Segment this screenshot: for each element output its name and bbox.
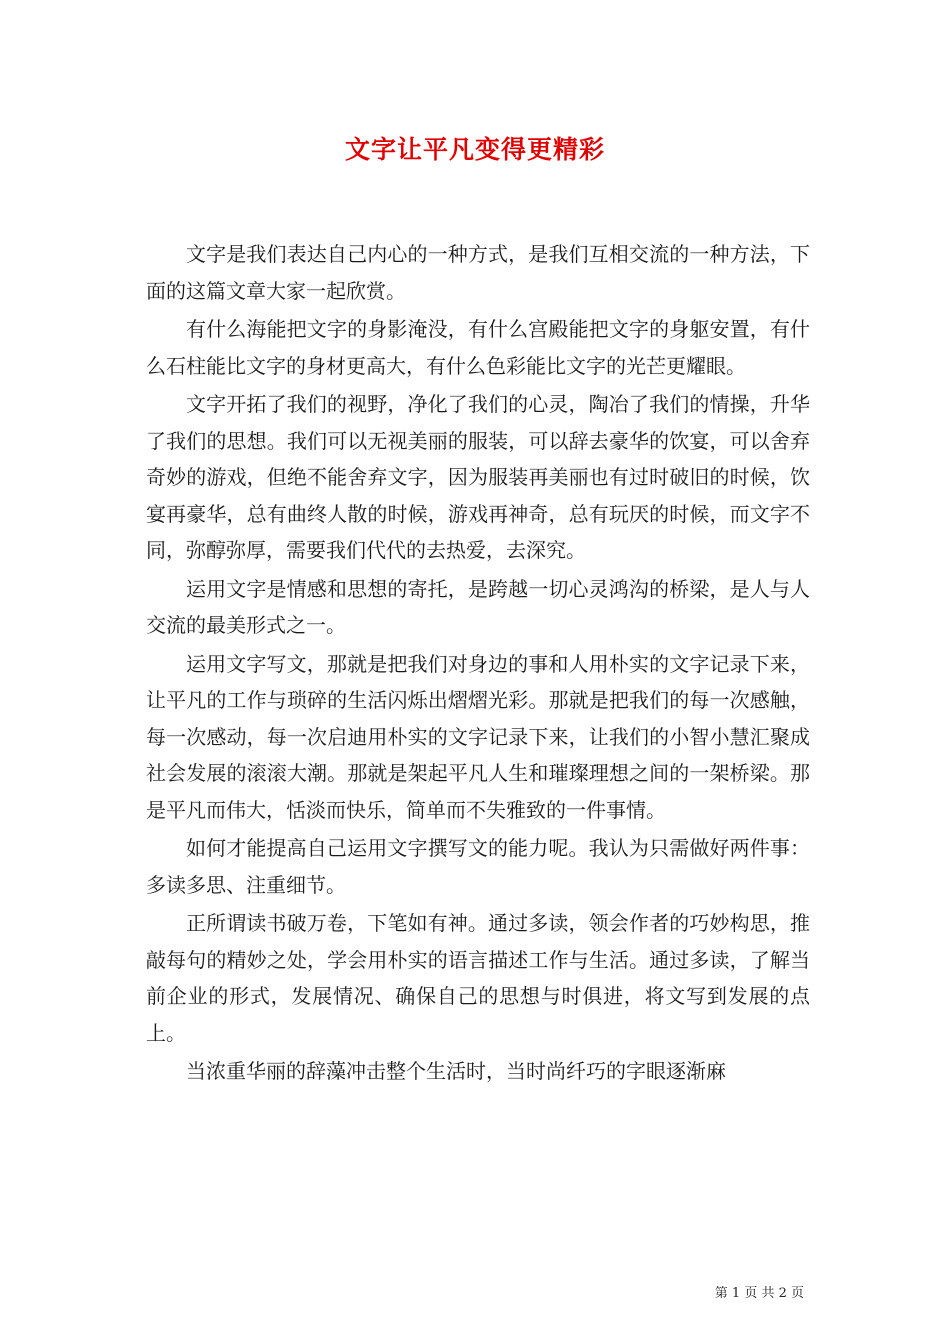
paragraph: 运用文字写文，那就是把我们对身边的事和人用朴实的文字记录下来，让平凡的工作与琐碎的生活闪烁出熠熠光彩。那就是把我们的每一次感触，每一次感动，每一次启迪用朴实的文字记录下来，让我们的小智小慧汇聚成社会发展的滚滚大潮。那就是架起平凡人生和璀璨理想之间的一架桥梁。那是平凡而伟大，恬淡而快乐，简单而不失雅致的一件事情。	[146, 651, 810, 822]
paragraph: 文字是我们表达自己内心的一种方式，是我们互相交流的一种方法，下面的这篇文章大家一起欣赏。	[146, 242, 810, 303]
paragraph: 运用文字是情感和思想的寄托，是跨越一切心灵鸿沟的桥梁，是人与人交流的最美形式之一。	[146, 576, 810, 637]
paragraph: 正所谓读书破万卷，下笔如有神。通过多读，领会作者的巧妙构思，推敲每句的精妙之处，学会用朴实的语言描述工作与生活。通过多读，了解当前企业的形式，发展情况、确保自己的思想与时俱进，将文写到发展的点上。	[146, 911, 810, 1045]
paragraph: 文字开拓了我们的视野，净化了我们的心灵，陶冶了我们的情操，升华了我们的思想。我们可以无视美丽的服装，可以辞去豪华的饮宴，可以舍弃奇妙的游戏，但绝不能舍弃文字，因为服装再美丽也有过时破旧的时候，饮宴再豪华，总有曲终人散的时候，游戏再神奇，总有玩厌的时候，而文字不同，弥醇弥厚，需要我们代代的去热爱，去深究。	[146, 392, 810, 562]
document-body	[146, 236, 810, 1090]
page-number: 第 1 页 共 2 页	[714, 1286, 804, 1301]
paragraph: 当浓重华丽的辞藻冲击整个生活时，当时尚纤巧的字眼逐渐麻	[186, 1059, 726, 1083]
paragraph: 有什么海能把文字的身影淹没，有什么宫殿能把文字的身躯安置，有什么石柱能比文字的身材更高大，有什么色彩能比文字的光芒更耀眼。	[146, 317, 810, 378]
paragraph: 如何才能提高自己运用文字撰写文的能力呢。我认为只需做好两件事：多读多思、注重细节。	[146, 836, 810, 897]
document-title: 文字让平凡变得更精彩	[344, 135, 605, 164]
